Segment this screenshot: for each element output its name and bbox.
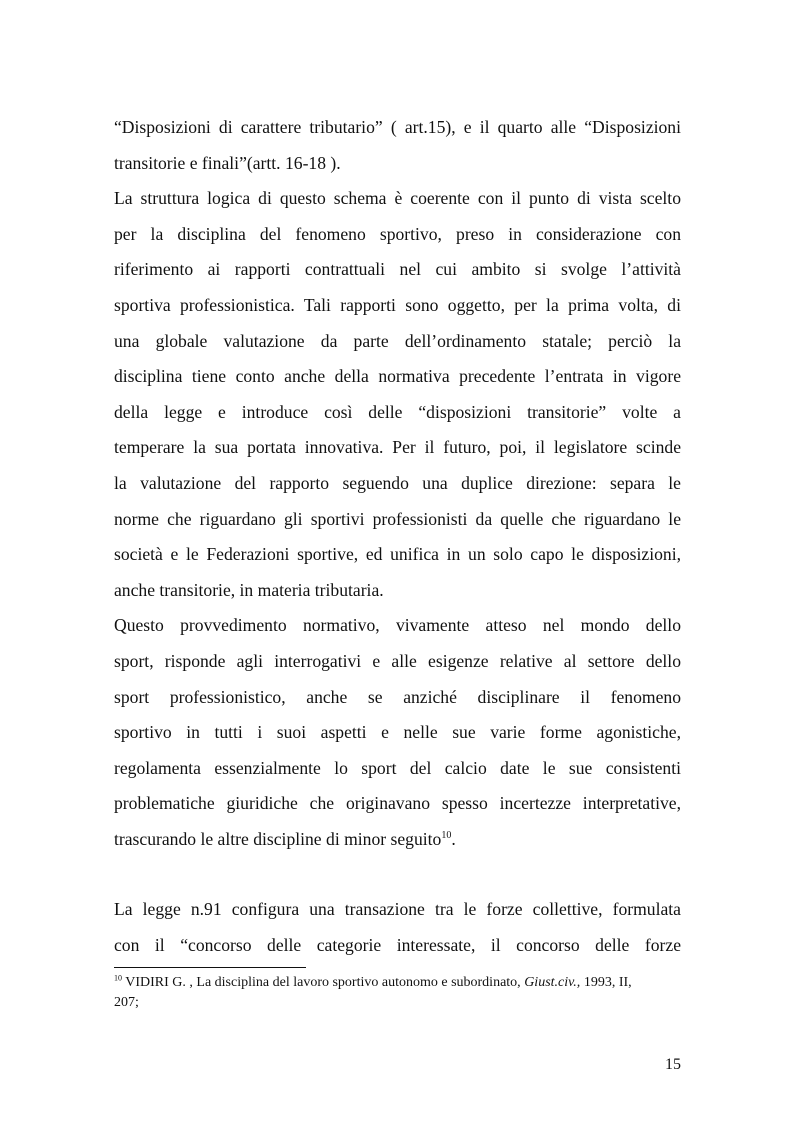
text-line-with-footnote-ref [114, 822, 681, 858]
sentence-end: . [451, 828, 456, 849]
footnote-reference[interactable]: 10 [441, 830, 452, 842]
footnote-separator [114, 967, 306, 968]
text-line: sportivo in tutti i suoi aspetti e nelle sue varie forme agonistiche, [114, 722, 681, 743]
text-line: temperare la sua portata innovativa. Per il futuro, poi, il legislatore scinde [114, 437, 681, 458]
text-line: riferimento ai rapporti contrattuali nel cui ambito si svolge l’attività [114, 259, 681, 280]
text-line: sport professionistico, anche se anziché disciplinare il fenomeno [114, 686, 681, 707]
text-line: trascurando le altre discipline di minor seguito [114, 828, 442, 849]
footnote-line [114, 973, 681, 993]
text-line: anche transitorie, in materia tributaria. [114, 579, 384, 600]
text-line: sportiva professionistica. Tali rapporti sono oggetto, per la prima volta, di [114, 294, 681, 315]
footnote-author: VIDIRI G. , La disciplina del lavoro sportivo autonomo e subordinato, [125, 975, 521, 990]
paragraph-gap [114, 857, 681, 892]
page-number: 15 [665, 1056, 681, 1073]
text-line: disciplina tiene conto anche della normativa precedente l’entrata in vigore [114, 366, 681, 387]
text-line: con il “concorso delle categorie interessate, il concorso delle forze [114, 935, 681, 956]
footnote [114, 973, 681, 1013]
text-line: problematiche giuridiche che originavano spesso incertezze interpretative, [114, 793, 681, 814]
text-line: norme che riguardano gli sportivi professionisti da quelle che riguardano le [114, 508, 681, 529]
text-line: la valutazione del rapporto seguendo una duplice direzione: separa le [114, 472, 681, 493]
text-line: “Disposizioni di carattere tributario” ( art.15), e il quarto alle “Disposizioni [114, 117, 681, 137]
footnote-number: 10 [114, 973, 122, 983]
text-line: società e le Federazioni sportive, ed unifica in un solo capo le disposizioni, [114, 544, 681, 565]
text-line: Questo provvedimento normativo, vivamente atteso nel mondo dello [114, 615, 681, 636]
text-line: La struttura logica di questo schema è coerente con il punto di vista scelto [114, 188, 681, 209]
text-line: regolamenta essenzialmente lo sport del calcio date le sue consistenti [114, 757, 681, 778]
text-line: sport, risponde agli interrogativi e alle esigenze relative al settore dello [114, 650, 681, 671]
text-line: La legge n.91 configura una transazione tra le forze collettive, formulata [114, 899, 681, 920]
body-text [114, 110, 681, 964]
footnote-journal: Giust.civ., [524, 975, 581, 990]
footnote-citation: 1993, II, [583, 975, 632, 990]
text-line: una globale valutazione da parte dell’ordinamento statale; perciò la [114, 330, 681, 351]
text-line: per la disciplina del fenomeno sportivo, preso in considerazione con [114, 223, 681, 244]
text-line: della legge e introduce così delle “disposizioni transitorie” volte a [114, 401, 681, 422]
text-line: transitorie e finali”(artt. 16-18 ). [114, 152, 341, 173]
footnote-line: 207; [114, 995, 139, 1010]
